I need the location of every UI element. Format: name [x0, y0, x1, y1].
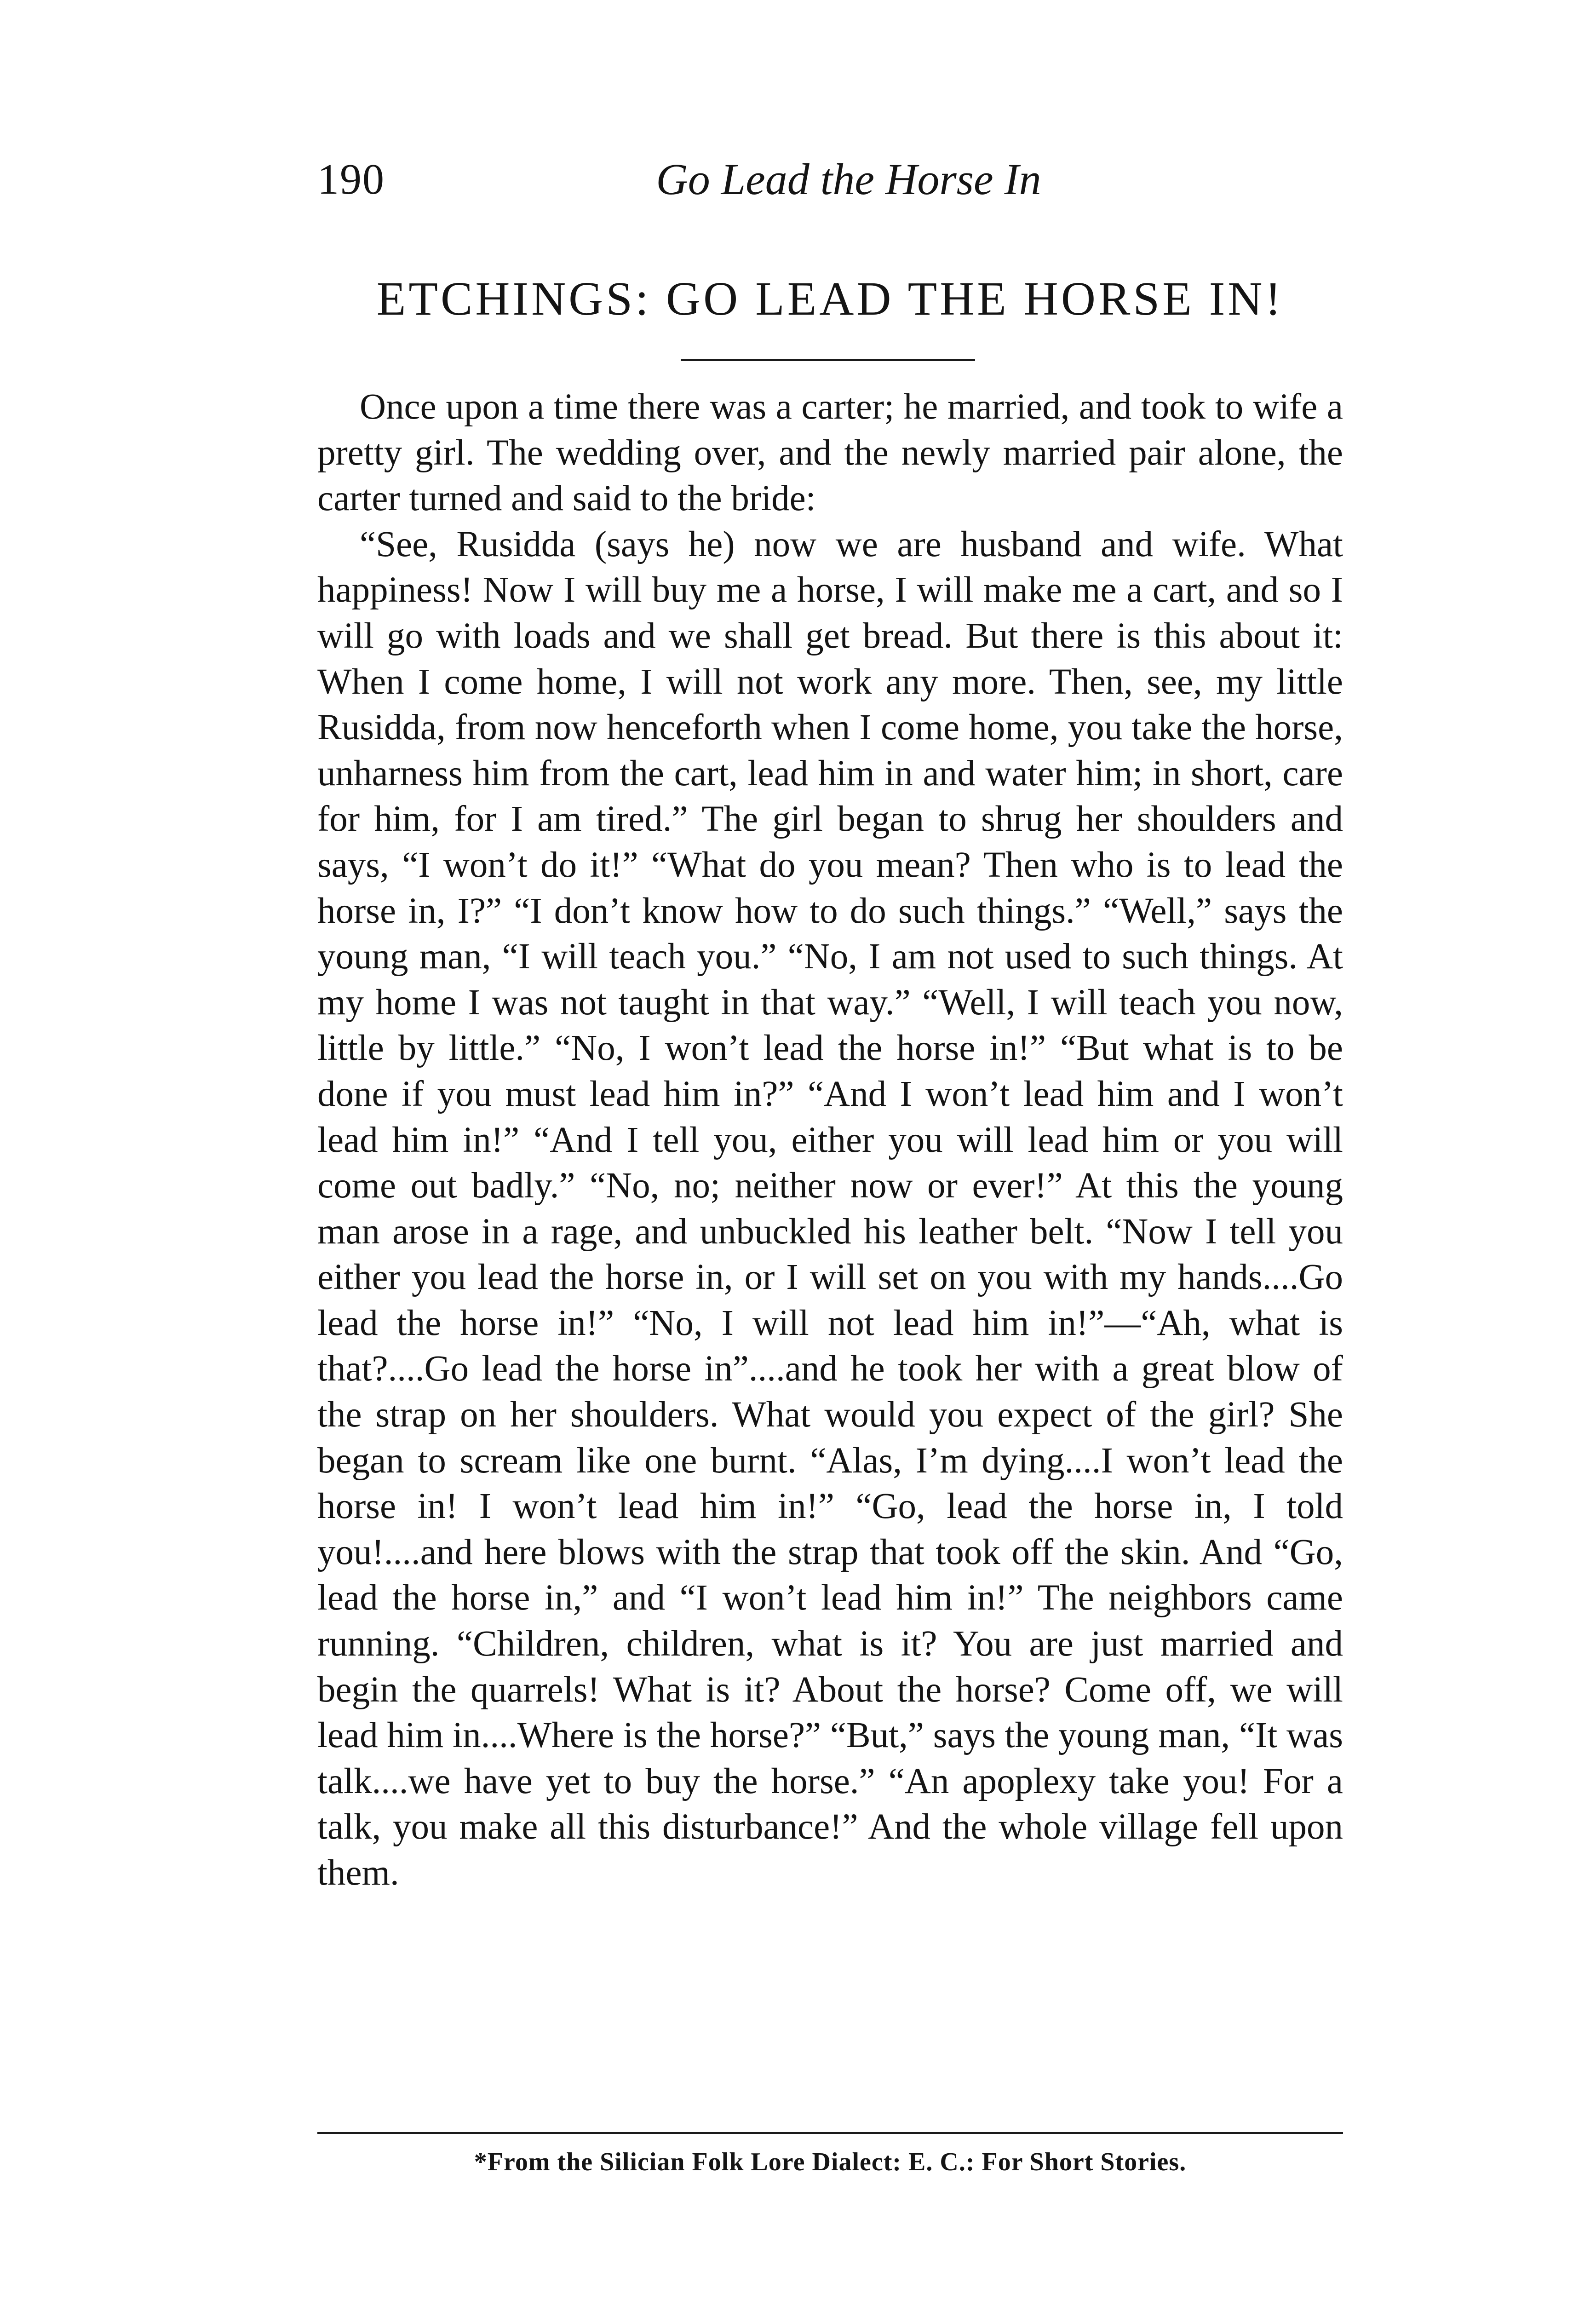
article-title: ETCHINGS: GO LEAD THE HORSE IN! [376, 272, 1284, 325]
running-title: Go Lead the Horse In [656, 155, 1041, 204]
title-rule [681, 359, 975, 361]
running-head [317, 152, 1343, 207]
article-body [317, 384, 1343, 1896]
footnote: *From the Silician Folk Lore Dialect: E. C.: For Short Stories. [474, 2148, 1187, 2176]
paragraph: “See, Rusidda (says he) now we are husband and wife. What happiness! Now I will buy me a horse, I will make me a cart, and so I will go with loads and we shall get bread. But there is this about it: When I come home, I will not work any more. Then, see, my little Rusidda, from now henceforth when I come home, you take the horse, unharness him from the cart, lead him in and water him; in short, care for him, for I am tired.” The girl began to shrug her shoulders and says, “I won’t do it!” “What do you mean? Then who is to lead the horse in, I?” “I don’t know how to do such things.” “Well,” says the young man, “I will teach you.” “No, I am not used to such things. At my home I was not taught in that way.” “Well, I will teach you now, little by little.” “No, I won’t lead the horse in!” “But what is to be done if you must lead him in?” “And I won’t lead him and I won’t lead him in!” “And I tell you, either you will lead him or you will come out badly.” “No, no; neither now or ever!” At this the young man arose in a rage, and unbuckled his leather belt. “Now I tell you either you lead the horse in, or I will set on you with my hands....Go lead the horse in!” “No, I will not lead him in!”—“Ah, what is that?....Go lead the horse in”....and he took her with a great blow of the strap on her shoulders. What would you expect of the girl? She began to scream like one burnt. “Alas, I’m dying....I won’t lead the horse in! I won’t lead him in!” “Go, lead the horse in, I told you!....and here blows with the strap that took off the skin. And “Go, lead the horse in,” and “I won’t lead him in!” The neighbors came running. “Children, children, what is it? You are just married and begin the quarrels! What is it? About the horse? Come off, we will lead him in....Where is the horse?” “But,” says the young man, “It was talk....we have yet to buy the horse.” “An apoplexy take you! For a talk, you make all this disturbance!” And the whole village fell upon them. [317, 524, 1343, 1893]
page-number: 190 [317, 155, 385, 203]
paragraph: Once upon a time there was a carter; he married, and took to wife a pretty girl. The wedding over, and the newly married pair alone, the carter turned and said to the bride: [317, 387, 1343, 519]
footnote-rule [317, 2132, 1343, 2134]
